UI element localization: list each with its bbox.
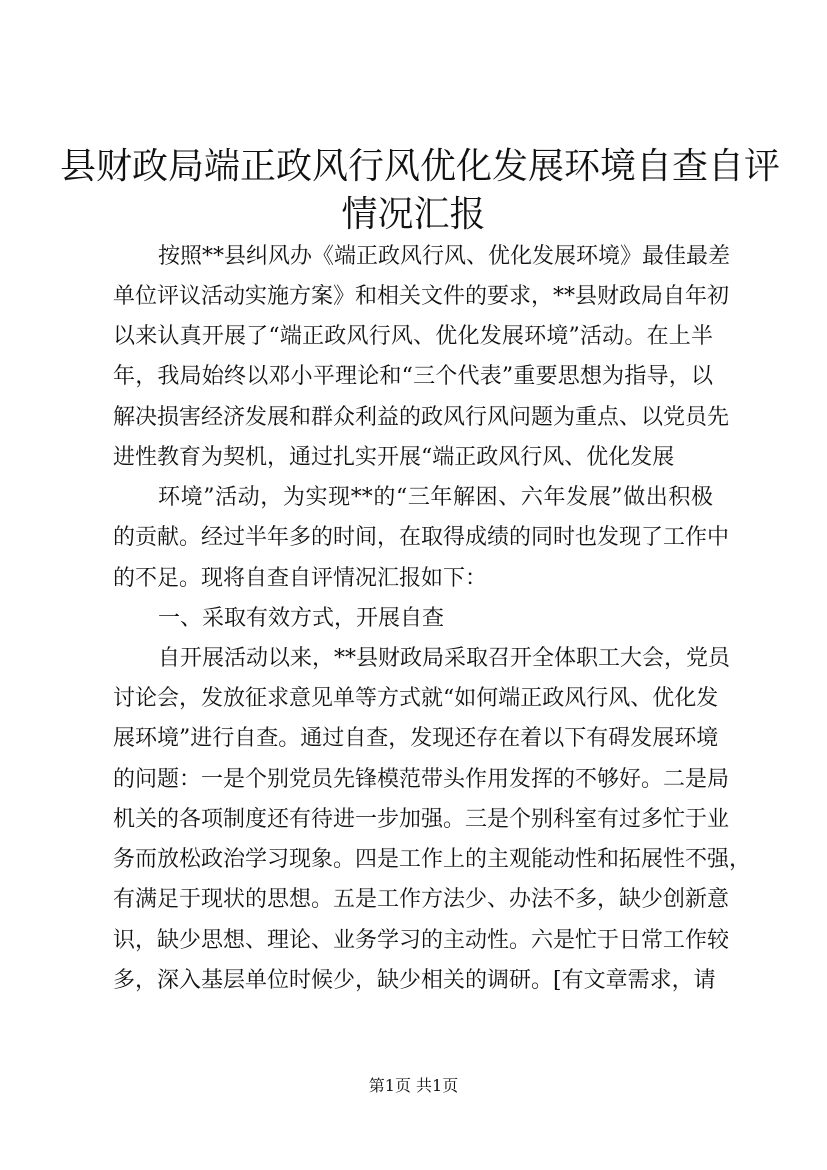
body-line: 环境”活动，为实现**的“三年解困、六年发展”做出积极 [158, 485, 713, 510]
body-line: 务而放松政治学习现象。四是工作上的主观能动性和拓展性不强， [113, 847, 752, 872]
document-title-line-1: 县财政局端正政风行风优化发展环境自查自评 [60, 146, 781, 187]
body-line: 自开展活动以来，**县财政局采取召开全体职工大会，党员 [158, 646, 731, 671]
body-line: 以来认真开展了“端正政风行风、优化发展环境”活动。在上半 [113, 324, 713, 349]
body-line: 年，我局始终以邓小平理论和“三个代表”重要思想为指导，以 [113, 364, 713, 389]
body-line: 解决损害经济发展和群众利益的政风行风问题为重点、以党员先 [113, 405, 730, 430]
body-line: 展环境”进行自查。通过自查，发现还存在着以下有碍发展环境 [113, 726, 719, 751]
body-line: 的贡献。经过半年多的时间，在取得成绩的同时也发现了工作中 [113, 525, 730, 550]
body-line: 有满足于现状的思想。五是工作方法少、办法不多，缺少创新意 [113, 887, 730, 912]
body-line: 单位评议活动实施方案》和相关文件的要求，**县财政局自年初 [113, 284, 730, 309]
body-line: 机关的各项制度还有待进一步加强。三是个别科室有过多忙于业 [113, 807, 730, 832]
body-line: 讨论会，发放征求意见单等方式就“如何端正政风行风、优化发 [113, 686, 719, 711]
body-line: 按照**县纠风办《端正政风行风、优化发展环境》最佳最差 [158, 244, 731, 269]
body-line: 识，缺少思想、理论、业务学习的主动性。六是忙于日常工作较 [113, 928, 730, 953]
document-title-line-2: 情况汇报 [341, 194, 486, 235]
body-line: 的问题：一是个别党员先锋模范带头作用发挥的不够好。二是局 [113, 767, 730, 792]
body-line: 的不足。现将自查自评情况汇报如下： [113, 566, 488, 591]
page-footer: 第1页 共1页 [368, 1076, 459, 1095]
section-heading: 一、采取有效方式，开展自查 [158, 606, 445, 631]
body-line: 进性教育为契机，通过扎实开展“端正政风行风、优化发展 [113, 445, 675, 470]
body-line: 多，深入基层单位时候少，缺少相关的调研。[有文章需求，请 [113, 968, 716, 993]
